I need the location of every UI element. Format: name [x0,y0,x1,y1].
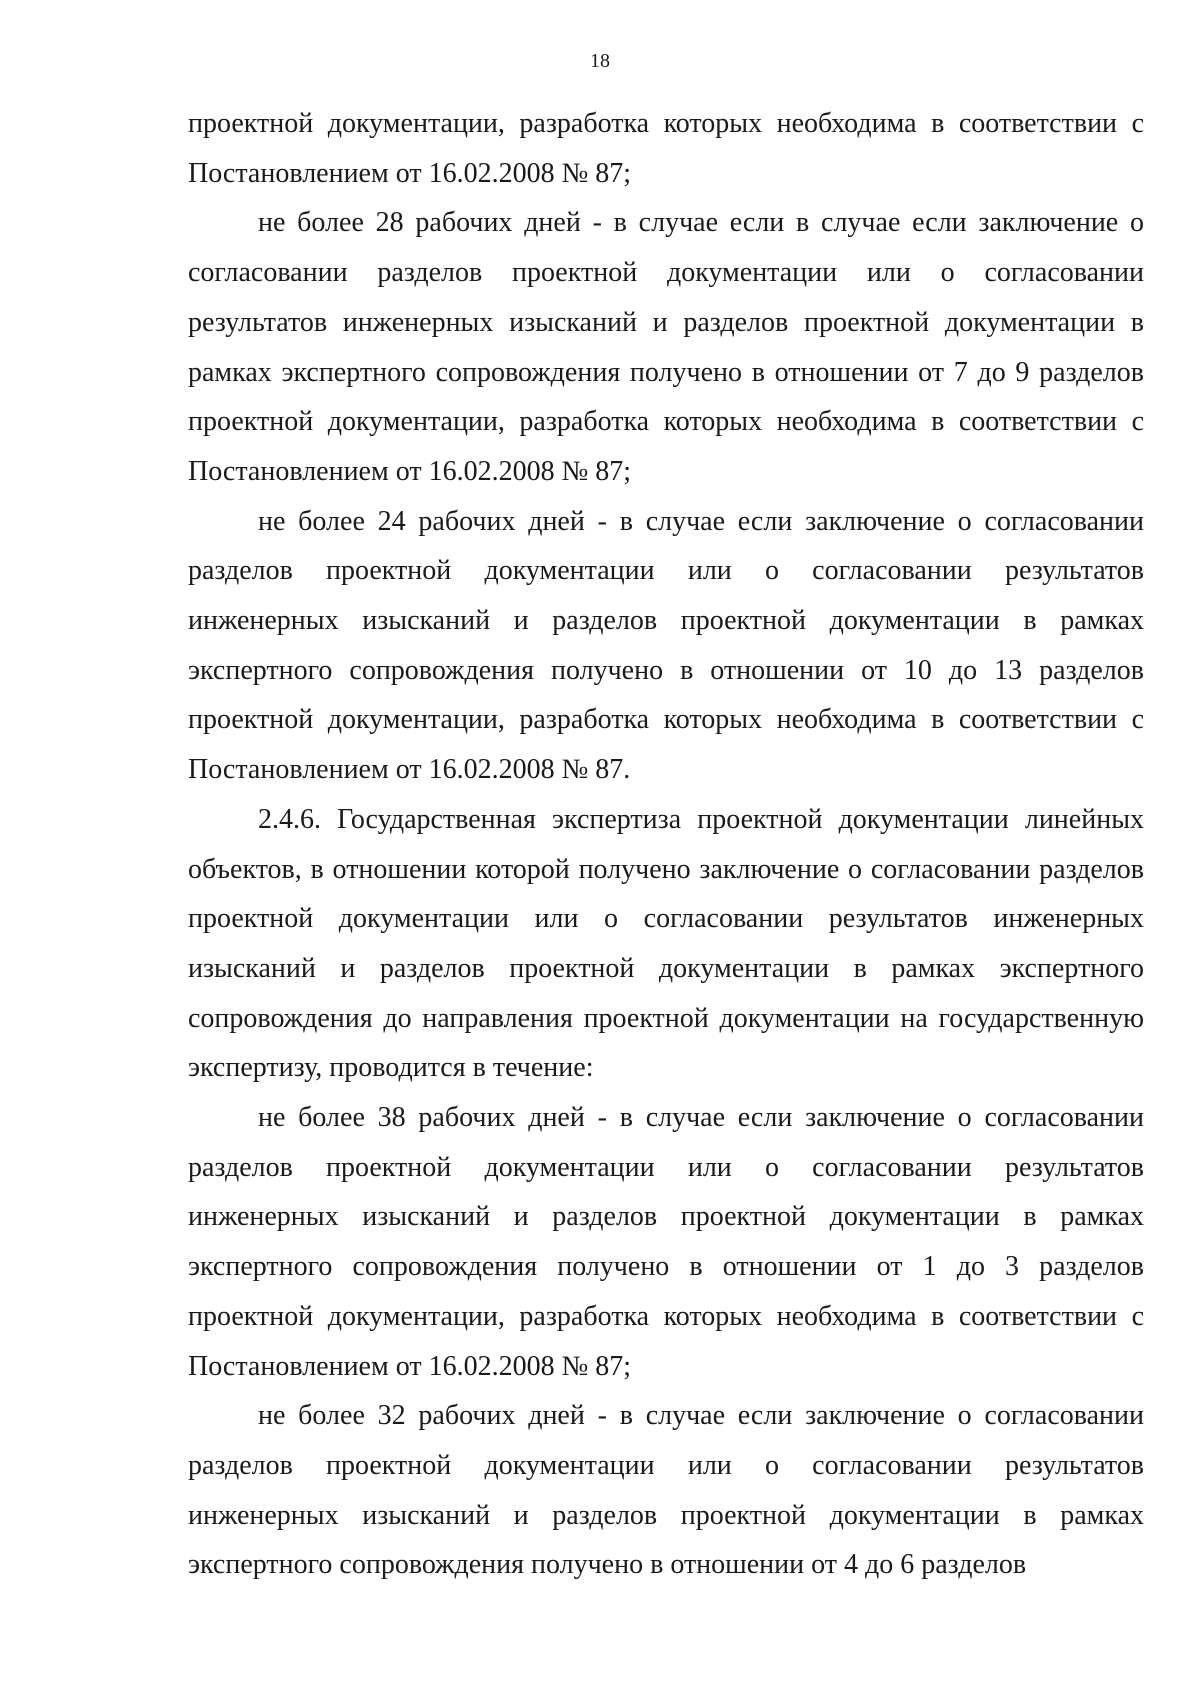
paragraph-38-days: не более 38 рабочих дней - в случае если заключение о согласовании разделов проектной документации или о согласовании результатов инженерных изысканий и разделов проектной документации в рамках экспертного сопровождения получено в отношении от 1 до 3 разделов проектной документации, разработка которых необходима в соответствии с Постановлением от 16.02.2008 № 87; [188,1102,1144,1382]
paragraph-continuation: проектной документации, разработка которых необходима в соответствии с Постановлением от 16.02.2008 № 87; [188,108,1144,189]
paragraph-24-days: не более 24 рабочих дней - в случае если заключение о согласовании разделов проектной документации или о согласовании результатов инженерных изысканий и разделов проектной документации в рамках экспертного сопровождения получено в отношении от 10 до 13 разделов проектной документации, разработка которых необходима в соответствии с Постановлением от 16.02.2008 № 87. [188,505,1144,786]
document-body [188,99,1144,1590]
paragraph-28-days: не более 28 рабочих дней - в случае если в случае если заключение о согласовании разделов проектной документации или о согласовании результатов инженерных изысканий и разделов проектной документации в рамках экспертного сопровождения получено в отношении от 7 до 9 разделов проектной документации, разработка которых необходима в соответствии с Постановлением от 16.02.2008 № 87; [188,207,1144,487]
paragraph-section-2-4-6: 2.4.6. Государственная экспертиза проектной документации линейных объектов, в отношении которой получено заключение о согласовании разделов проектной документации или о согласовании результатов инженерных изысканий и разделов проектной документации в рамках экспертного сопровождения до направления проектной документации на государственную экспертизу, проводится в течение: [188,803,1144,1084]
paragraph-32-days: не более 32 рабочих дней - в случае если заключение о согласовании разделов проектной документации или о согласовании результатов инженерных изысканий и разделов проектной документации в рамках экспертного сопровождения получено в отношении от 4 до 6 разделов [188,1400,1144,1581]
page-number: 18 [590,50,610,72]
